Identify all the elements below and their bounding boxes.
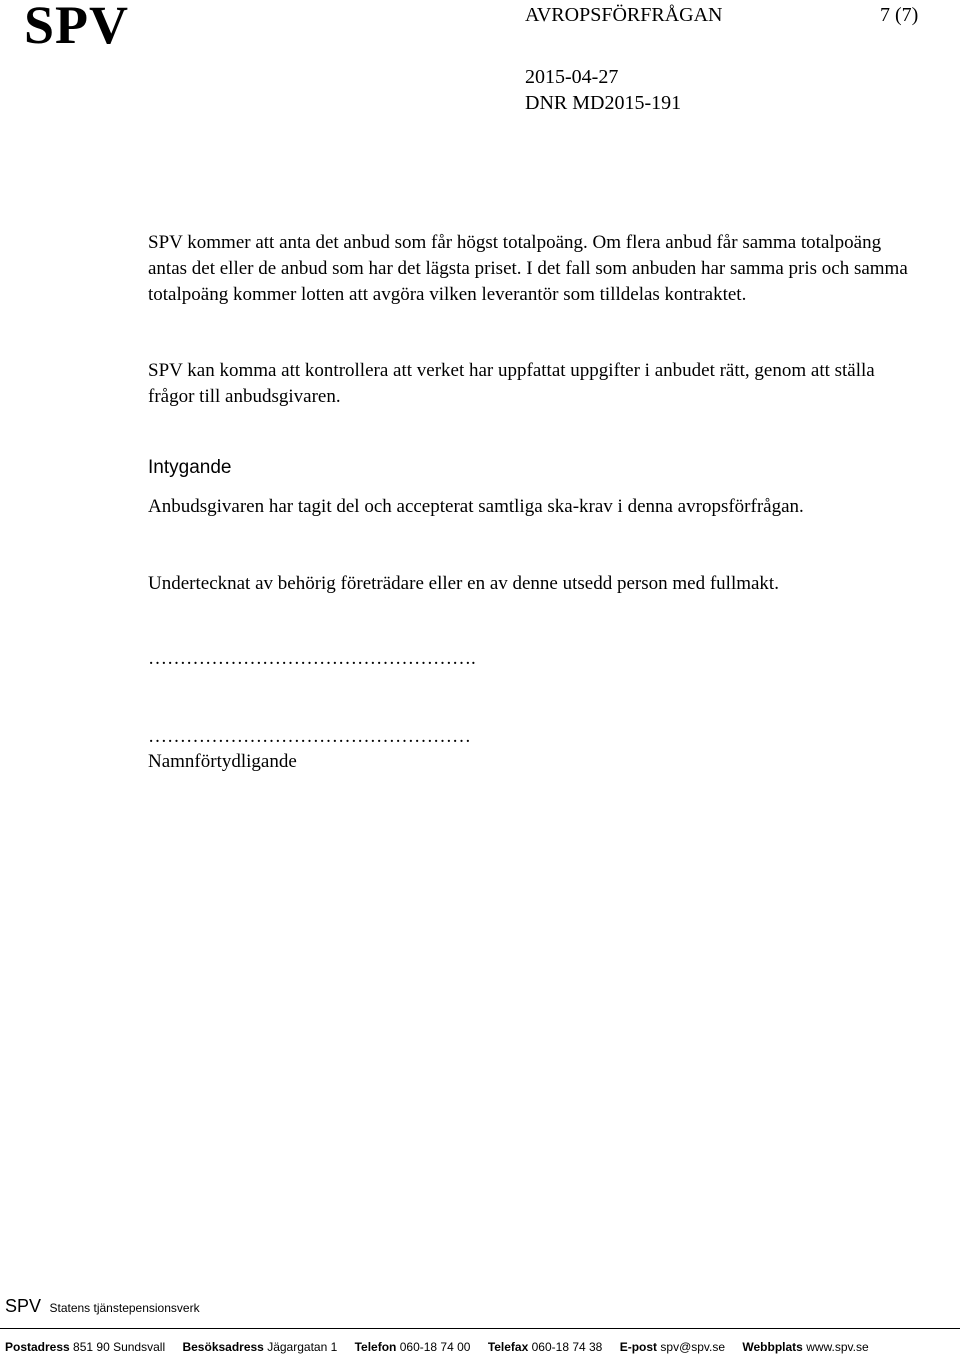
footer-fax: Telefax 060-18 74 38 [487,1340,603,1354]
footer-org-abbr: SPV [5,1296,42,1316]
document-dnr: DNR MD2015-191 [525,92,682,114]
paragraph-acceptance: Anbudsgivaren har tagit del och accepterat samtliga ska-krav i denna avropsförfrågan. [148,496,804,517]
section-heading-intygande: Intygande [148,457,232,478]
paragraph-signatory: Undertecknat av behörig företrädare eller en av denne utsedd person med fullmakt. [148,573,779,594]
footer-email[interactable]: E-post spv@spv.se [619,1340,726,1354]
footer-divider [0,1328,960,1329]
paragraph-control: SPV kan komma att kontrollera att verket har uppfattat uppgifter i anbudet rätt, genom att ställa frågor till anbudsgivaren. [148,360,875,407]
paragraph-evaluation: SPV kommer att anta det anbud som får högst totalpoäng. Om flera anbud får samma totalpoäng antas det eller de anbud som har det lägsta priset. I det fall som anbuden har samma pris och samma totalpoäng kommer lotten att avgöra vilken leverantör som tilldelas kontraktet. [148,232,908,305]
footer-organization [5,1296,200,1317]
spv-logo: SPV [24,0,130,55]
footer-visiting-address: Besöksadress Jägargatan 1 [182,1340,338,1354]
footer-website[interactable]: Webbplats www.spv.se [742,1340,869,1354]
document-date: 2015-04-27 [525,66,619,88]
footer-postal-address: Postadress 851 90 Sundsvall [5,1340,166,1354]
page-number: 7 (7) [880,4,919,26]
name-clarification-label: Namnförtydligande [148,751,297,772]
document-type: AVROPSFÖRFRÅGAN [525,4,723,26]
footer-contact-info [5,1340,869,1354]
signature-line: ……………………………………………. [148,648,476,669]
footer-org-name: Statens tjänstepensionsverk [49,1301,200,1315]
name-line: …………………………………………… [148,726,471,747]
footer-phone: Telefon 060-18 74 00 [354,1340,471,1354]
